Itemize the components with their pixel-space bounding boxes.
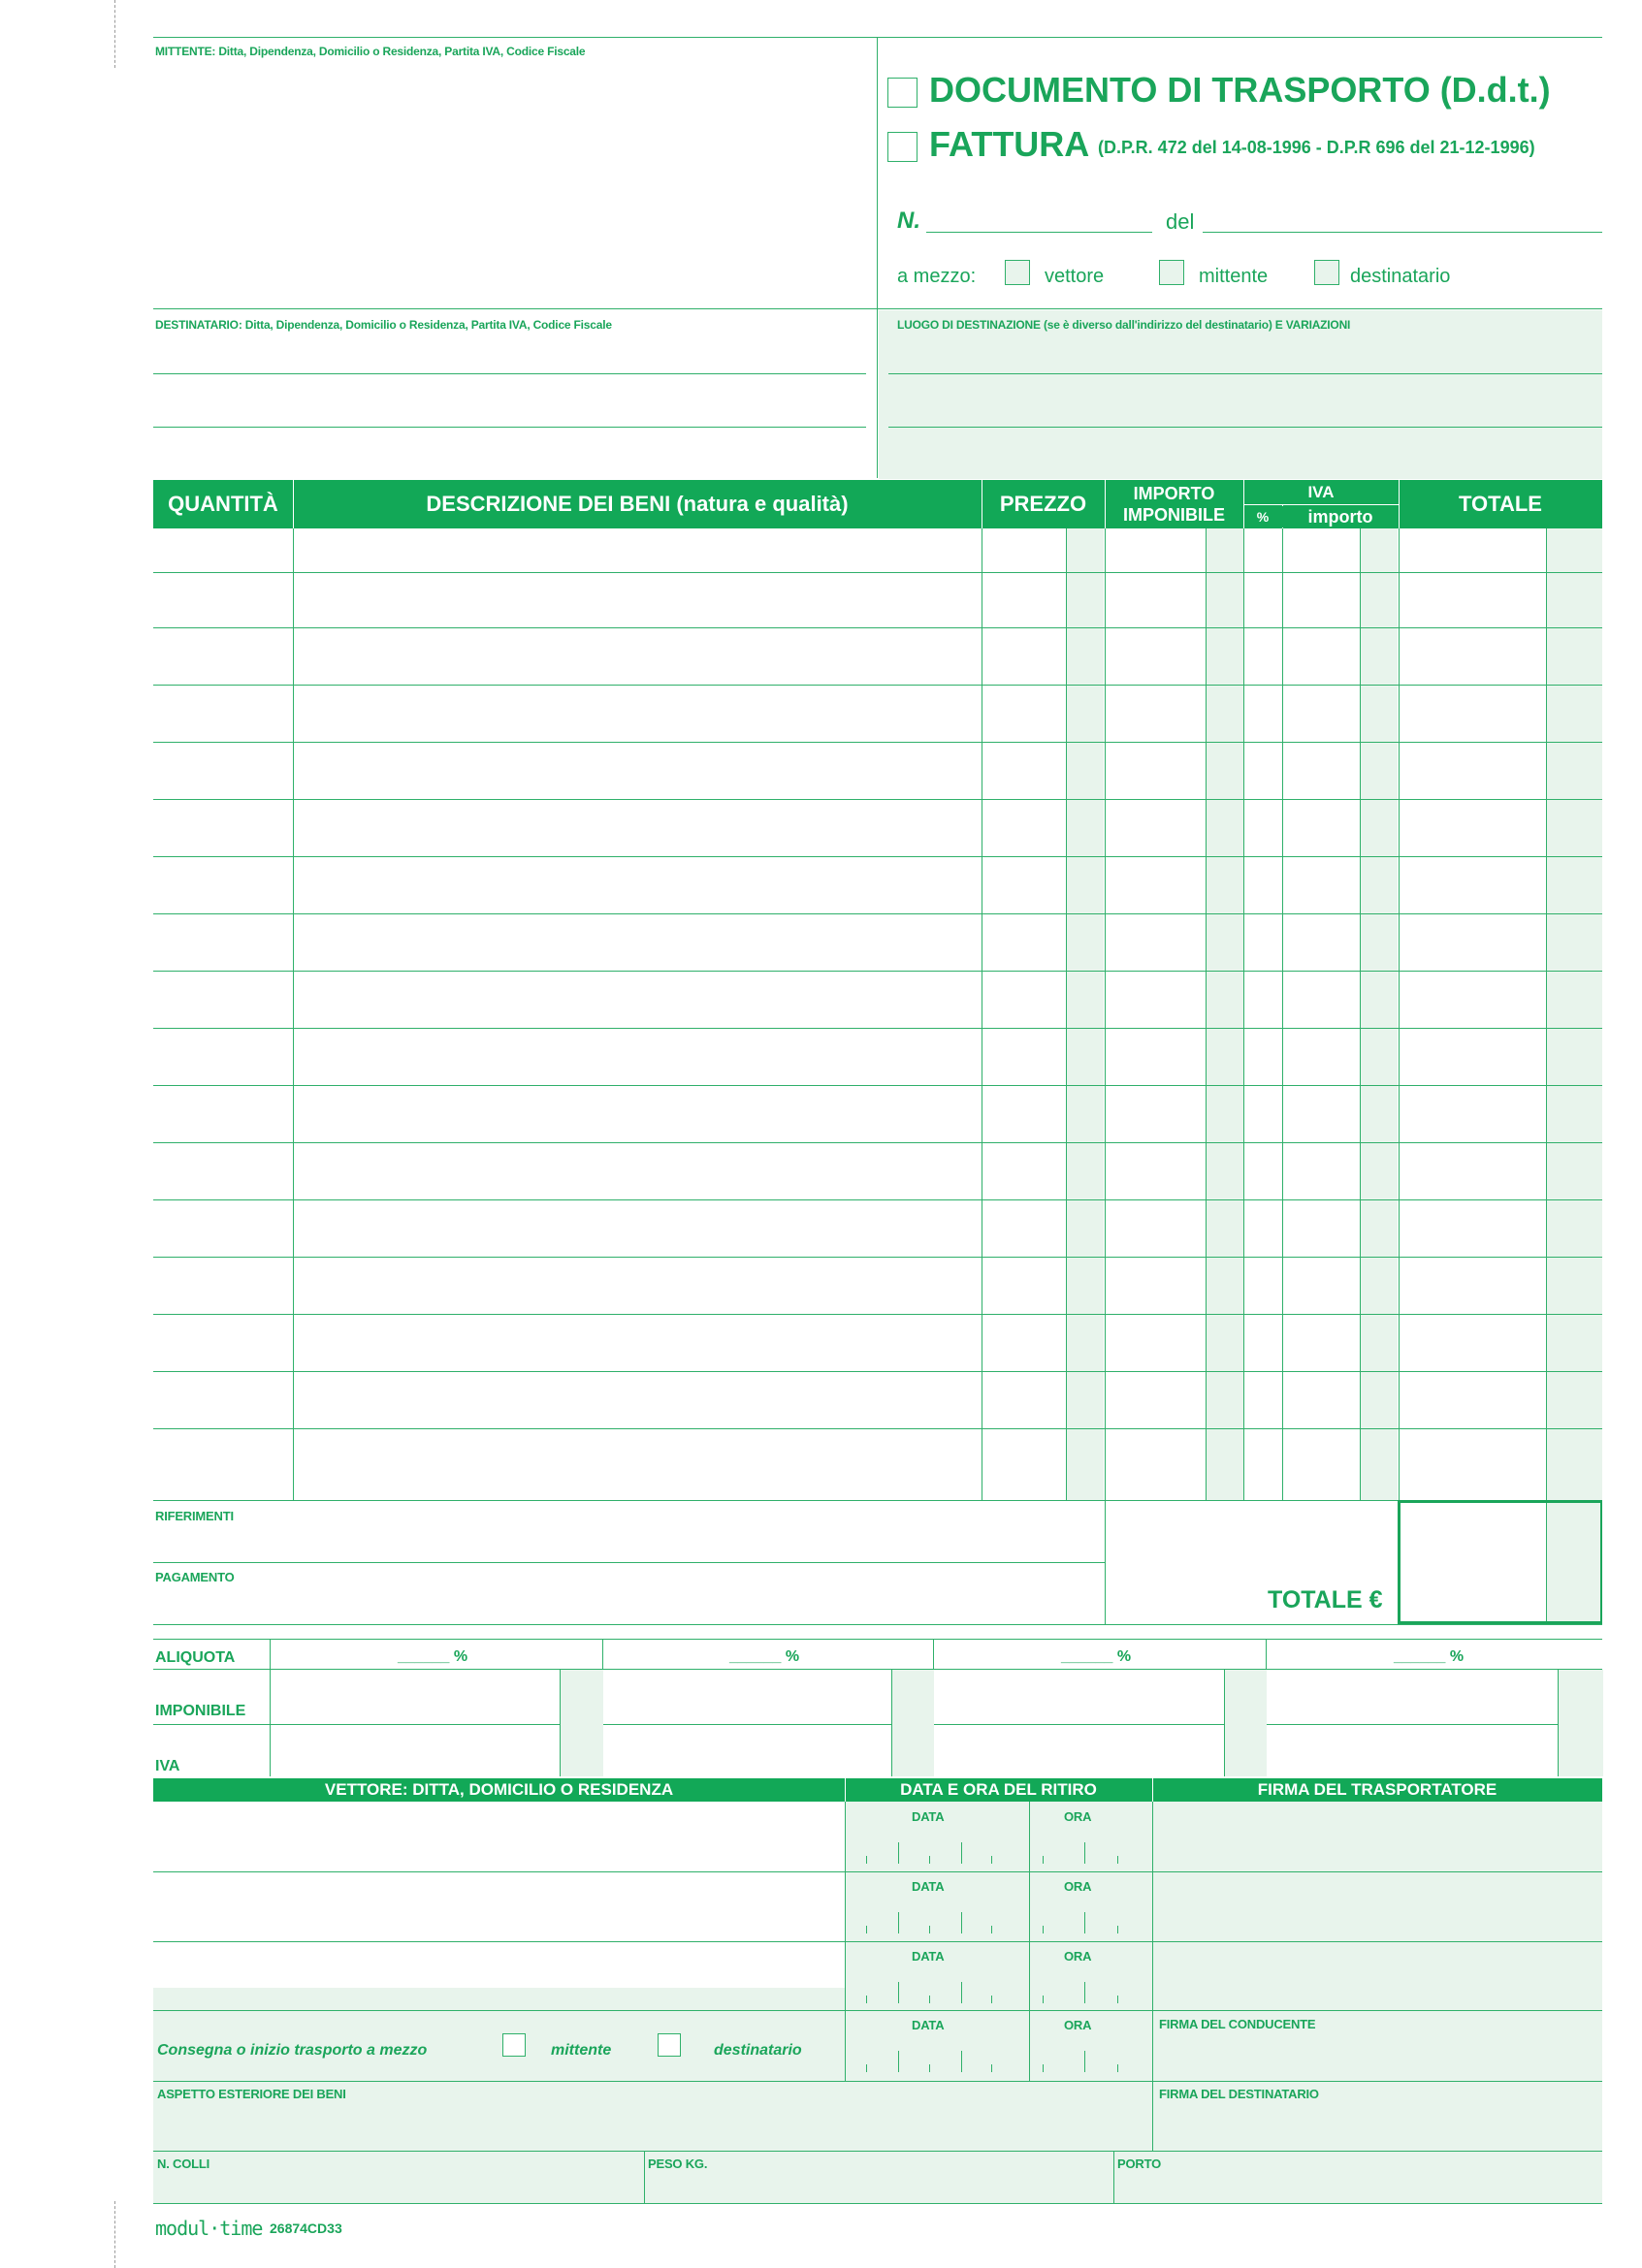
bottom-col-1 <box>644 2151 645 2203</box>
total-header: TOTALE <box>1399 480 1602 528</box>
col-line-vat-dec <box>1360 528 1361 1500</box>
carrier-field-2[interactable] <box>155 1873 842 1939</box>
quantity-header: QUANTITÀ <box>153 480 293 528</box>
item-row-line <box>153 971 1602 972</box>
delivery-destinatario-checkbox[interactable] <box>658 2033 681 2057</box>
item-row-line <box>153 1085 1602 1086</box>
carrier-row-line-5 <box>153 2151 1602 2152</box>
col-line-vat <box>1399 528 1400 1500</box>
packages-field[interactable] <box>155 2172 640 2201</box>
recipient-label: DESTINATARIO: Ditta, Dipendenza, Domicilio o Residenza, Partita IVA, Codice Fiscale <box>155 318 612 332</box>
vettore-label: vettore <box>1045 266 1105 287</box>
pickup-datetime-field[interactable] <box>847 2033 1149 2076</box>
invoice-ref: (D.P.R. 472 del 14-08-1996 - D.P.R 696 del 21-12-1996) <box>1098 138 1535 157</box>
hdr-sep-2 <box>1243 480 1244 528</box>
pickup-datetime-field[interactable] <box>847 1965 1149 2007</box>
destination-label: LUOGO DI DESTINAZIONE (se è diverso dall'indirizzo del destinatario) E VARIAZIONI <box>897 318 1351 332</box>
ddt-title: DOCUMENTO DI TRASPORTO (D.d.t.) <box>929 70 1551 110</box>
aliquota-label: ALIQUOTA <box>155 1649 236 1666</box>
col-line-tax-dec <box>1206 528 1207 1500</box>
col-line-price <box>1105 528 1106 1624</box>
delivery-mittente-label: mittente <box>551 2042 612 2059</box>
carrier-field-1[interactable] <box>155 1804 842 1869</box>
item-row-line <box>153 1257 1602 1258</box>
taxable-header-2: IMPONIBILE <box>1105 503 1243 527</box>
total-label: TOTALE € <box>1268 1586 1383 1613</box>
vat-amount-header: importo <box>1282 506 1399 527</box>
col-line-tax <box>1243 528 1244 1500</box>
item-row-line <box>153 1371 1602 1372</box>
carrier-row-line-4 <box>153 2081 1602 2082</box>
carriage-field[interactable] <box>1116 2172 1599 2201</box>
col-line-price-dec <box>1066 528 1067 1500</box>
rates-dec-3 <box>1224 1670 1267 1776</box>
imponibile-label: IMPONIBILE <box>155 1703 246 1719</box>
col-line-qty <box>293 528 294 1500</box>
destination-area[interactable] <box>879 310 1602 479</box>
packages-label: N. COLLI <box>157 2156 210 2171</box>
rate-percent-1[interactable]: ______ % <box>398 1648 468 1665</box>
sender-area[interactable] <box>155 62 868 304</box>
delivery-mittente-checkbox[interactable] <box>502 2033 526 2057</box>
recipient-signature-label: FIRMA DEL DESTINATARIO <box>1159 2087 1319 2101</box>
grand-total-decimal <box>1546 1503 1600 1621</box>
brand-logo: modul·time <box>155 2217 263 2240</box>
price-header: PREZZO <box>982 480 1105 528</box>
item-row-line <box>153 627 1602 628</box>
rate-percent-3[interactable]: ______ % <box>1061 1648 1132 1665</box>
top-divider <box>877 37 878 478</box>
cut-mark-bottom <box>114 2201 115 2268</box>
carrier-bottom-line <box>153 2203 1602 2204</box>
pickup-time-label: ORA <box>1064 1809 1092 1824</box>
signature-header: FIRMA DEL TRASPORTATORE <box>1152 1778 1602 1802</box>
recipient-line-2[interactable] <box>153 427 866 428</box>
pickup-date-label: DATA <box>912 1809 945 1824</box>
references-label: RIFERIMENTI <box>155 1509 234 1523</box>
pickup-time-label: ORA <box>1064 1879 1092 1894</box>
item-row-line <box>153 913 1602 914</box>
total-decimal-col <box>1546 528 1602 1500</box>
top-border <box>153 37 1602 38</box>
invoice-checkbox[interactable] <box>887 132 918 162</box>
carriage-label: PORTO <box>1117 2156 1161 2171</box>
number-field[interactable] <box>926 232 1152 233</box>
pickup-datetime-field[interactable] <box>847 1825 1149 1868</box>
description-header: DESCRIZIONE DEI BENI (natura e qualità) <box>293 480 982 528</box>
rates-dec-1 <box>560 1670 603 1776</box>
destination-line-1 <box>888 373 1602 374</box>
mittente-label: mittente <box>1199 266 1269 287</box>
item-row-line <box>153 742 1602 743</box>
item-row-line <box>153 572 1602 573</box>
vat-percent-header: % <box>1243 506 1282 527</box>
item-row-line <box>153 1500 1602 1501</box>
delivery-label: Consegna o inizio trasporto a mezzo <box>157 2042 428 2059</box>
payment-label: PAGAMENTO <box>155 1570 235 1584</box>
hdr-sep-0 <box>293 480 294 528</box>
pickup-date-label: DATA <box>912 1879 945 1894</box>
mid-border <box>153 308 1602 309</box>
carrier-header: VETTORE: DITTA, DOMICILIO O RESIDENZA <box>153 1778 845 1802</box>
pickup-datetime-field[interactable] <box>847 1895 1149 1937</box>
bottom-col-2 <box>1113 2151 1114 2203</box>
vat-header-rule <box>1243 504 1399 505</box>
vettore-checkbox[interactable] <box>1005 260 1030 285</box>
recipient-signature-field[interactable] <box>1154 2102 1600 2149</box>
pickup-time-label: ORA <box>1064 2018 1092 2032</box>
vat-header: IVA <box>1243 481 1399 504</box>
item-row-line <box>153 685 1602 686</box>
delivery-destinatario-label: destinatario <box>714 2042 802 2059</box>
destinatario-checkbox[interactable] <box>1314 260 1339 285</box>
item-row-line <box>153 1142 1602 1143</box>
carrier-col-3 <box>1152 1802 1153 2151</box>
references-line <box>153 1562 1105 1563</box>
payment-line <box>153 1624 1602 1625</box>
cut-mark-top <box>114 0 115 68</box>
number-label: N. <box>897 208 920 234</box>
recipient-line-1[interactable] <box>153 373 866 374</box>
rates-line-1 <box>153 1669 1602 1670</box>
hdr-sep-3 <box>1399 480 1400 528</box>
rate-percent-2[interactable]: ______ % <box>729 1648 800 1665</box>
taxable-header-1: IMPORTO <box>1105 482 1243 505</box>
weight-field[interactable] <box>647 2172 1111 2201</box>
pickup-date-label: DATA <box>912 2018 945 2032</box>
driver-signature-field[interactable] <box>1154 2032 1600 2079</box>
form-code: 26874CD33 <box>270 2220 342 2236</box>
appearance-label: ASPETTO ESTERIORE DEI BENI <box>157 2087 346 2101</box>
hdr-sep-1 <box>1105 480 1106 528</box>
date-field[interactable] <box>1203 232 1602 233</box>
pickup-header: DATA E ORA DEL RITIRO <box>845 1778 1152 1802</box>
carrier-field-3[interactable] <box>155 1943 842 2009</box>
mittente-checkbox[interactable] <box>1159 260 1184 285</box>
rates-top-line <box>153 1639 1602 1640</box>
rate-percent-4[interactable]: ______ % <box>1394 1648 1465 1665</box>
by-means-label: a mezzo: <box>897 266 977 287</box>
item-row-line <box>153 1428 1602 1429</box>
driver-signature-label: FIRMA DEL CONDUCENTE <box>1159 2017 1316 2031</box>
item-row-line <box>153 799 1602 800</box>
item-row-line <box>153 1028 1602 1029</box>
item-row-line <box>153 1199 1602 1200</box>
references-field[interactable] <box>155 1524 1101 1559</box>
sender-label: MITTENTE: Ditta, Dipendenza, Domicilio o Residenza, Partita IVA, Codice Fiscale <box>155 45 586 58</box>
destination-line-2 <box>888 427 1602 428</box>
vat-decimal-col <box>1360 528 1398 1500</box>
date-label: del <box>1166 209 1195 234</box>
invoice-title: FATTURA <box>929 124 1090 164</box>
iva-label: IVA <box>155 1758 180 1774</box>
taxable-decimal-col <box>1206 528 1243 1500</box>
ddt-checkbox[interactable] <box>887 78 918 108</box>
pickup-date-label: DATA <box>912 1949 945 1964</box>
rates-col-0 <box>270 1639 271 1776</box>
item-row-line <box>153 856 1602 857</box>
carrier-col-1 <box>845 1802 846 2081</box>
rates-line-2 <box>153 1724 1602 1725</box>
item-row-line <box>153 1314 1602 1315</box>
pickup-time-label: ORA <box>1064 1949 1092 1964</box>
col-line-total-dec <box>1546 528 1547 1500</box>
destinatario-label: destinatario <box>1350 266 1451 287</box>
weight-label: PESO KG. <box>648 2156 708 2171</box>
carrier-hdr-sep-2 <box>1152 1778 1153 1802</box>
payment-field[interactable] <box>155 1585 1101 1620</box>
col-line-vatpct <box>1282 528 1283 1500</box>
appearance-field[interactable] <box>155 2102 1149 2149</box>
rates-dec-4 <box>1558 1670 1603 1776</box>
carrier-hdr-sep-1 <box>845 1778 846 1802</box>
rates-dec-2 <box>891 1670 934 1776</box>
price-decimal-col <box>1066 528 1104 1500</box>
